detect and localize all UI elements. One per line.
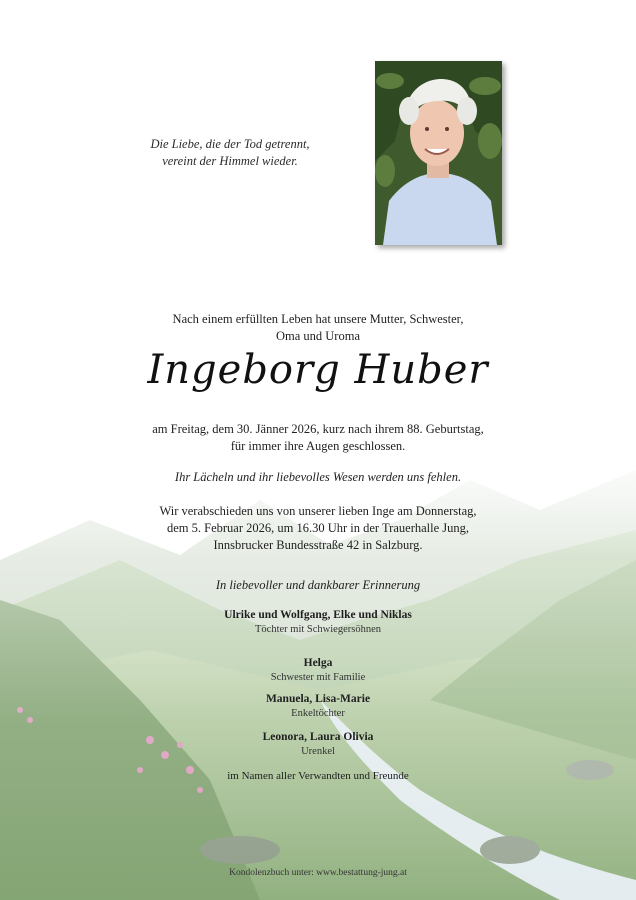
intro-line-1: Nach einem erfüllten Leben hat unsere Mutter, Schwester, (172, 312, 464, 326)
condolence-footer: Kondolenzbuch unter: www.bestattung-jung.at (229, 868, 407, 878)
funeral-line-1: Wir verabschieden uns von unserer lieben Inge am Donnerstag, (159, 504, 477, 518)
portrait-photo (375, 61, 502, 245)
intro-line-2: Oma und Uroma (275, 329, 360, 343)
motto: Ihr Lächeln und ihr liebevolles Wesen werden uns fehlen. (174, 470, 462, 484)
funeral-line-2: dem 5. Februar 2026, um 16.30 Uhr in der Trauerhalle Jung, (166, 521, 470, 535)
mourner-group (118, 692, 518, 720)
quote (110, 136, 350, 170)
mourner-relation: Enkeltöchter (291, 708, 345, 719)
mourner-names: Helga (303, 657, 333, 669)
mourner-group (118, 730, 518, 758)
mourner-names: Manuela, Lisa-Marie (265, 693, 371, 705)
passing-text (118, 421, 518, 455)
mourner-relation: Schwester mit Familie (270, 672, 366, 683)
remembrance-line: In liebevoller und dankbarer Erinnerung (215, 578, 421, 592)
mourner-names: Leonora, Laura Olivia (262, 731, 374, 743)
funeral-line-3: Innsbrucker Bundesstraße 42 in Salzburg. (213, 538, 423, 552)
mourner-relation: Töchter mit Schwiegersöhnen (255, 624, 381, 635)
quote-line-1: Die Liebe, die der Tod getrennt, (150, 137, 310, 151)
mourner-group (118, 656, 518, 684)
funeral-details (118, 503, 518, 554)
mourner-group (118, 608, 518, 636)
deceased-name: Ingeborg Huber (147, 347, 489, 393)
passing-line-2: für immer ihre Augen geschlossen. (230, 439, 406, 453)
quote-line-2: vereint der Himmel wieder. (162, 154, 298, 168)
mourner-relation: Urenkel (301, 746, 335, 757)
mourner-names: Ulrike und Wolfgang, Elke und Niklas (224, 609, 412, 621)
passing-line-1: am Freitag, dem 30. Jänner 2026, kurz nach ihrem 88. Geburtstag, (152, 422, 484, 436)
family-note: im Namen aller Verwandten und Freunde (227, 770, 409, 782)
